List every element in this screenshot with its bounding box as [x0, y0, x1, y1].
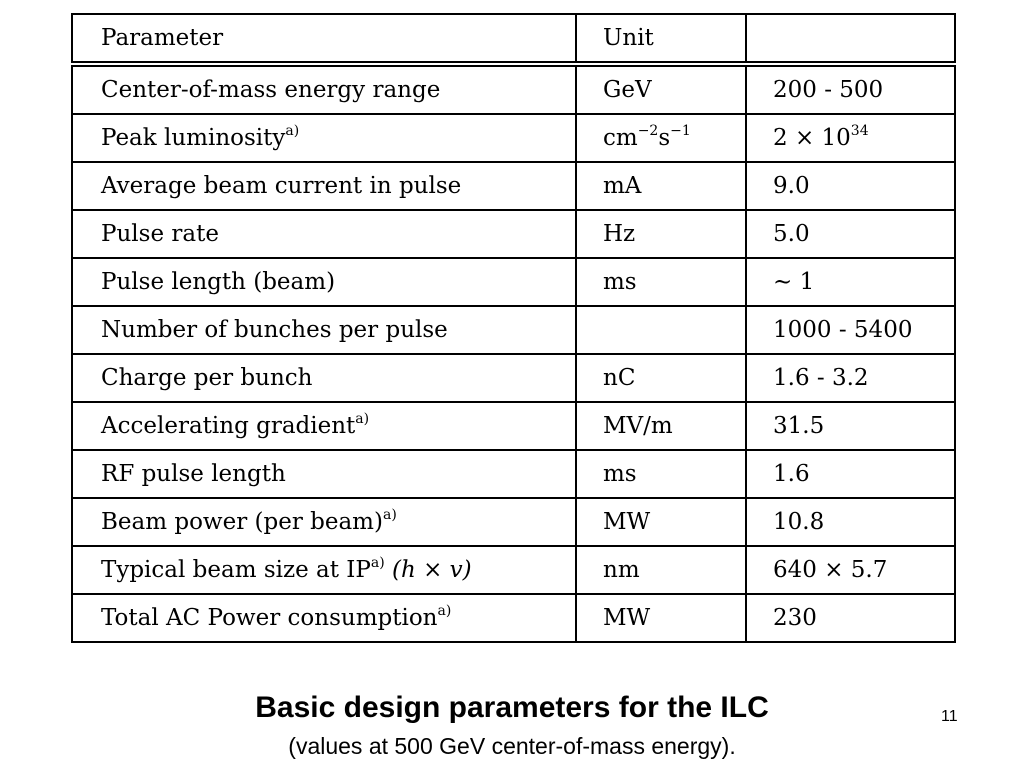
cell-value	[746, 210, 955, 258]
value-text: ∼ 1	[773, 269, 815, 295]
cell-value	[746, 306, 955, 354]
cell-parameter	[72, 162, 576, 210]
caption-title: Basic design parameters for the ILC	[255, 691, 769, 724]
cell-value	[746, 114, 955, 162]
table-row	[72, 498, 955, 546]
table-row	[72, 114, 955, 162]
cell-unit	[576, 306, 746, 354]
parameter-text: Number of bunches per pulse	[101, 317, 448, 343]
value-exponent: 34	[850, 123, 869, 139]
cell-value	[746, 594, 955, 642]
cell-parameter	[72, 498, 576, 546]
table-row	[72, 546, 955, 594]
cell-parameter	[72, 450, 576, 498]
table-header-row	[72, 14, 955, 64]
value-text: 9.0	[773, 173, 810, 199]
cell-unit	[576, 594, 746, 642]
cell-parameter	[72, 354, 576, 402]
unit-text: nm	[603, 557, 640, 583]
cell-unit	[576, 450, 746, 498]
value-text: 10.8	[773, 509, 825, 535]
cell-value	[746, 354, 955, 402]
value-text: 5.0	[773, 221, 810, 247]
header-unit: Unit	[576, 14, 746, 64]
parameter-text: Accelerating gradient	[101, 413, 356, 439]
parameter-text: Typical beam size at IP	[101, 557, 371, 583]
value-text: 2 × 10	[773, 125, 851, 151]
unit-exponent: −2	[637, 123, 659, 139]
value-text: 200 - 500	[773, 77, 884, 103]
cell-parameter	[72, 546, 576, 594]
cell-unit	[576, 64, 746, 114]
value-text: 31.5	[773, 413, 825, 439]
table-row	[72, 354, 955, 402]
header-parameter: Parameter	[72, 14, 576, 64]
value-text: 1000 - 5400	[773, 317, 913, 343]
cell-parameter	[72, 306, 576, 354]
cell-unit	[576, 354, 746, 402]
unit-text: ms	[603, 461, 637, 487]
table-row	[72, 64, 955, 114]
table-row	[72, 306, 955, 354]
unit-text: GeV	[603, 77, 652, 103]
parameter-text-tail: (h × v)	[384, 557, 472, 583]
unit-text: MV/m	[603, 413, 673, 439]
value-text: 640 × 5.7	[773, 557, 888, 583]
cell-unit	[576, 210, 746, 258]
unit-text: nC	[603, 365, 636, 391]
table-row	[72, 210, 955, 258]
cell-unit	[576, 258, 746, 306]
table-row	[72, 162, 955, 210]
unit-text: MW	[603, 509, 651, 535]
cell-unit	[576, 498, 746, 546]
unit-text: MW	[603, 605, 651, 631]
unit-text: ms	[603, 269, 637, 295]
cell-parameter	[72, 64, 576, 114]
value-text: 230	[773, 605, 817, 631]
table-row	[72, 258, 955, 306]
unit-text: mA	[603, 173, 642, 199]
cell-unit	[576, 162, 746, 210]
parameter-text: Average beam current in pulse	[101, 173, 462, 199]
parameter-text: Center-of-mass energy range	[101, 77, 441, 103]
cell-value	[746, 162, 955, 210]
cell-value	[746, 450, 955, 498]
cell-value	[746, 64, 955, 114]
cell-parameter	[72, 402, 576, 450]
footnote-marker: a)	[355, 411, 370, 427]
parameter-text: Pulse length (beam)	[101, 269, 336, 295]
parameter-text: Peak luminosity	[101, 125, 286, 151]
parameter-table	[71, 13, 956, 643]
cell-value	[746, 546, 955, 594]
unit-text: cm	[603, 125, 638, 151]
unit-exponent-2: −1	[670, 123, 691, 139]
footnote-marker: a)	[437, 603, 452, 619]
cell-parameter	[72, 594, 576, 642]
cell-value	[746, 498, 955, 546]
cell-parameter	[72, 210, 576, 258]
parameter-text: Beam power (per beam)	[101, 509, 383, 535]
header-value	[746, 14, 955, 64]
parameter-text: Pulse rate	[101, 221, 219, 247]
footnote-marker: a)	[285, 123, 300, 139]
footnote-marker: a)	[382, 507, 397, 523]
table-row	[72, 402, 955, 450]
table-row	[72, 594, 955, 642]
page-number: 11	[941, 708, 958, 725]
unit-text-tail: s	[658, 125, 671, 151]
cell-value	[746, 258, 955, 306]
parameter-text: Total AC Power consumption	[101, 605, 438, 631]
caption-subtitle: (values at 500 GeV center-of-mass energy).	[288, 733, 736, 759]
value-text: 1.6	[773, 461, 810, 487]
value-text: 1.6 - 3.2	[773, 365, 869, 391]
cell-unit	[576, 402, 746, 450]
cell-unit	[576, 114, 746, 162]
cell-parameter	[72, 258, 576, 306]
table-row	[72, 450, 955, 498]
unit-text: Hz	[603, 221, 636, 247]
footnote-marker: a)	[370, 555, 385, 571]
cell-value	[746, 402, 955, 450]
cell-parameter	[72, 114, 576, 162]
parameter-text: RF pulse length	[101, 461, 286, 487]
cell-unit	[576, 546, 746, 594]
parameter-text: Charge per bunch	[101, 365, 313, 391]
